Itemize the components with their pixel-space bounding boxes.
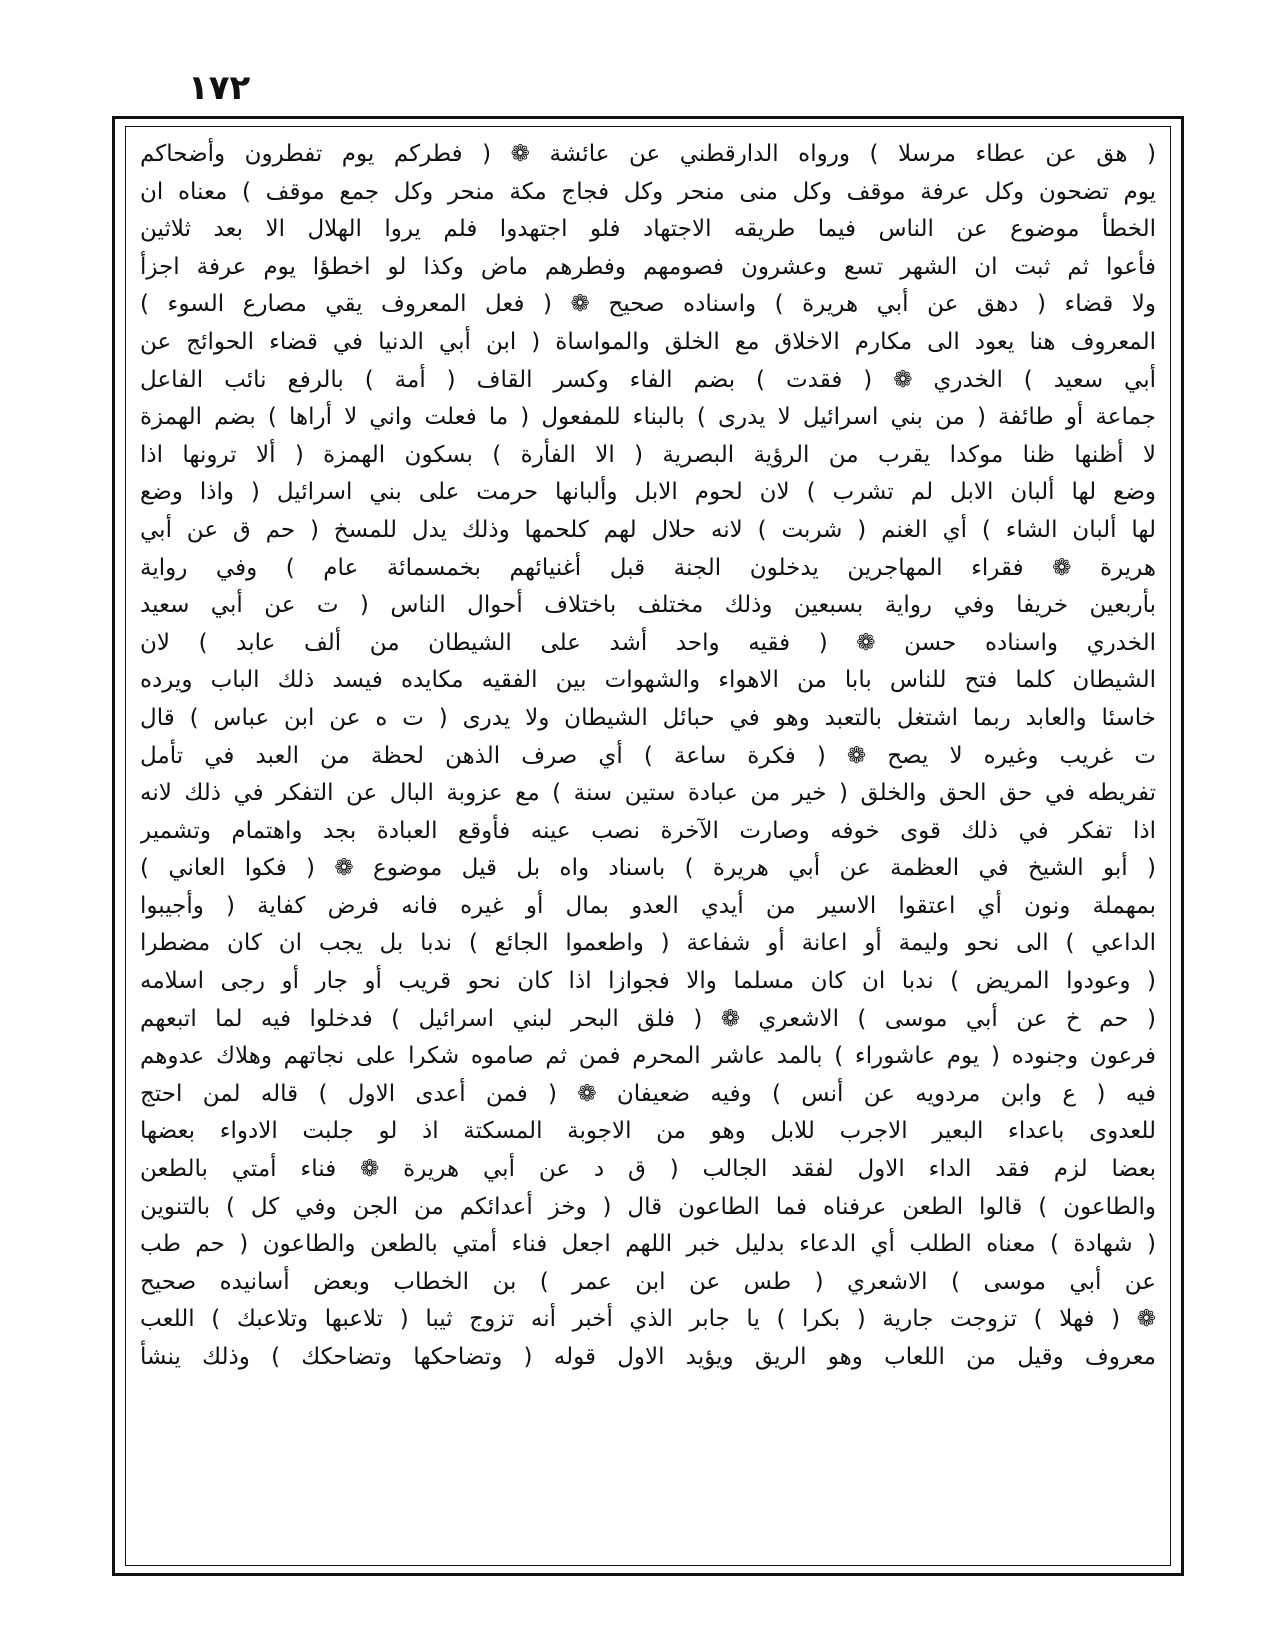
text-line: ❁ ( فهلا ) تزوجت جارية ( بكرا ) يا جابر الذي أخبر أنه تزوج ثيبا ( تلاعبها وتلاعبك ) اللعب xyxy=(140,1306,1156,1333)
text-line: ت غريب وغيره لا يصح ❁ ( فكرة ساعة ) أي صرف الذهن لحظة من العبد في تأمل xyxy=(140,742,1156,769)
text-line: اذا تفكر في ذلك قوى خوفه وصارت الآخرة نصب عينه فأوقع العبادة بجد واهتمام وتشمير xyxy=(140,817,1156,844)
text-line: تفريطه في حق الحق والخلق ( خير من عبادة ستين سنة ) مع عزوبة البال عن التفكر في ذلك لانه xyxy=(140,780,1156,807)
text-line: يوم تضحون وكل عرفة موقف وكل منى منحر وكل فجاج مكة منحر وكل جمع موقف ) معناه ان xyxy=(140,178,1156,205)
text-block xyxy=(140,136,1156,1377)
page-number: ١٧٢ xyxy=(188,68,251,108)
text-line: عن أبي موسى ) الاشعري ( طس عن ابن عمر ) بن الخطاب وبعض أسانيده صحيح xyxy=(140,1268,1156,1295)
text-line: وضع لها ألبان الابل لم تشرب ) لان لحوم الابل وألبانها حرمت على بني اسرائيل ( واذا وضع xyxy=(140,479,1156,506)
text-line: بعضا لزم فقد الداء الاول لفقد الجالب ( ق د عن أبي هريرة ❁ فناء أمتي بالطعن xyxy=(140,1156,1156,1183)
text-line: بأربعين خريفا وفي رواية بسبعين وذلك مختلف باختلاف أحوال الناس ( ت عن أبي سعيد xyxy=(140,592,1156,619)
text-line: ( أبو الشيخ في العظمة عن أبي هريرة ) باسناد واه بل قيل موضوع ❁ ( فكوا العاني ) xyxy=(140,855,1156,882)
text-line: جماعة أو طائفة ( من بني اسرائيل لا يدرى ) بالبناء للمفعول ( ما فعلت واني لا أراها ) بضم الهمزة xyxy=(140,404,1156,431)
text-line: ( هق عن عطاء مرسلا ) ورواه الدارقطني عن عائشة ❁ ( فطركم يوم تفطرون وأضحاكم xyxy=(140,141,1156,167)
text-line: ( شهادة ) معناه الطلب أي الدعاء بدليل خبر اللهم اجعل فناء أمتي بالطعن والطاعون ( حم طب xyxy=(140,1231,1156,1258)
text-line: خاسئا والعابد ربما اشتغل بالتعبد وهو في حبائل الشيطان ولا يدرى ( ت ه عن ابن عباس ) قال xyxy=(140,704,1156,731)
text-line: ( حم خ عن أبي موسى ) الاشعري ❁ ( فلق البحر لبني اسرائيل ) فدخلوا فيه لما اتبعهم xyxy=(140,1005,1156,1032)
text-line: الخطأ موضوع عن الناس فيما طريقه الاجتهاد فلو اجتهدوا فلم يروا الهلال الا بعد ثلاثين xyxy=(140,216,1156,243)
text-line: بمهملة ونون أي اعتقوا الاسير من أيدي العدو بمال أو غيره فانه فرض كفاية ( وأجيبوا xyxy=(140,892,1156,919)
text-line: المعروف هنا يعود الى مكارم الاخلاق مع الخلق والمواساة ( ابن أبي الدنيا في قضاء الحوائج عن xyxy=(140,328,1156,355)
text-line: هريرة ❁ فقراء المهاجرين يدخلون الجنة قبل أغنيائهم بخمسمائة عام ) وفي رواية xyxy=(140,554,1156,581)
text-line: الخدري واسناده حسن ❁ ( فقيه واحد أشد على الشيطان من ألف عابد ) لان xyxy=(140,629,1156,656)
text-line: معروف وقيل من اللعاب وهو الريق ويؤيد الاول قوله ( وتضاحكها وتضاحكك ) وذلك ينشأ xyxy=(140,1344,1156,1370)
text-line: فيه ( ع وابن مردويه عن أنس ) وفيه ضعيفان ❁ ( فمن أعدى الاول ) قاله لمن احتج xyxy=(140,1080,1156,1107)
text-line: الشيطان كلما فتح للناس بابا من الاهواء والشهوات بين الفقيه مكايده فيسد ذلك الباب ويرده xyxy=(140,667,1156,694)
text-line: أبي سعيد ) الخدري ❁ ( فقدت ) بضم الفاء وكسر القاف ( أمة ) بالرفع نائب الفاعل xyxy=(140,366,1156,393)
text-line: ولا قضاء ( دهق عن أبي هريرة ) واسناده صحيح ❁ ( فعل المعروف يقي مصارع السوء ) xyxy=(140,291,1156,318)
text-line: ( وعودوا المريض ) ندبا ان كان مسلما والا فجوازا اذا كان نحو قريب أو جار أو رجى اسلامه xyxy=(140,968,1156,995)
text-line: لا أظنها ظنا موكدا يقرب من الرؤية البصرية ( الا الفأرة ) بسكون الهمزة ( ألا ترونها اذا xyxy=(140,441,1156,468)
text-line: فرعون وجنوده ( يوم عاشوراء ) بالمد عاشر المحرم فمن ثم صاموه شكرا على نجاتهم وهلاك عدوهم xyxy=(140,1043,1156,1070)
text-line: الداعي ) الى نحو وليمة أو اعانة أو شفاعة ( واطعموا الجائع ) ندبا بل يجب ان كان مضطرا xyxy=(140,930,1156,957)
text-line: لها ألبان الشاء ) أي الغنم ( شربت ) لانه حلال لهم كلحمها وذلك يدل للمسخ ( حم ق عن أبي xyxy=(140,516,1156,543)
text-line: والطاعون ) قالوا الطعن عرفناه فما الطاعون قال ( وخز أعدائكم من الجن وفي كل ) بالتنوين xyxy=(140,1193,1156,1220)
text-line: فأعوا ثم ثبت ان الشهر تسع وعشرون فصومهم وفطرهم ماض وكذا لو اخطؤا يوم عرفة اجزأ xyxy=(140,253,1156,280)
text-line: للعدوى باعداء البعير الاجرب للابل وهو من الاجوبة المسكتة اذ لو جلبت الادواء بعضها xyxy=(140,1118,1156,1145)
